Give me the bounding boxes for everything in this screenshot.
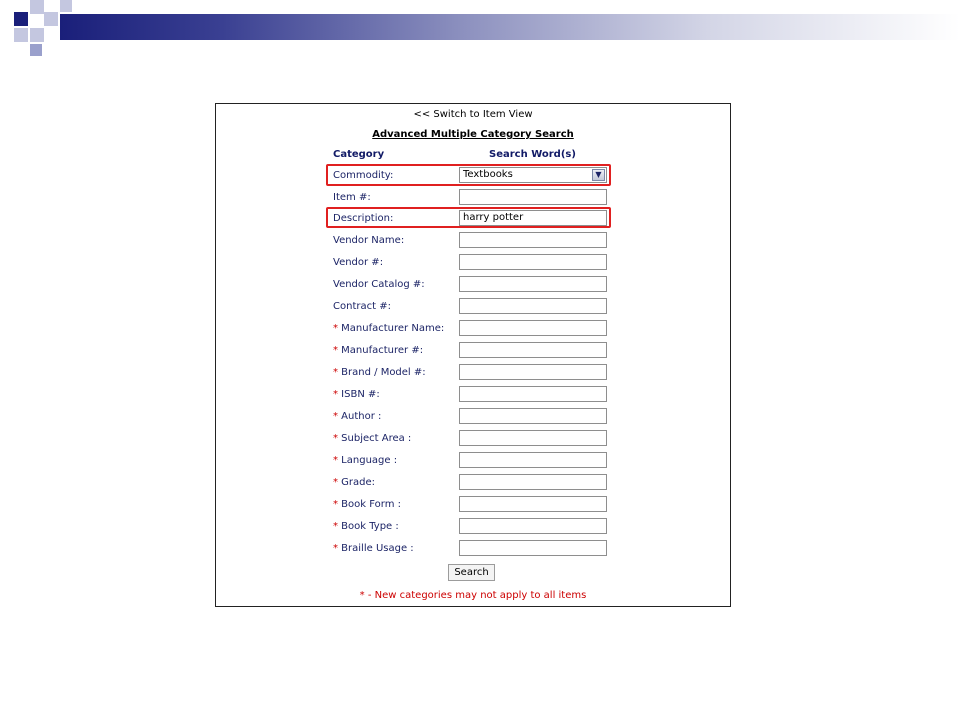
- contract-number-row: [333, 298, 613, 316]
- vendor-number-input[interactable]: [459, 254, 607, 270]
- language-input[interactable]: [459, 452, 607, 468]
- search-words-column-header: Search Word(s): [489, 149, 576, 160]
- manufacturer-number-row: [333, 342, 613, 360]
- braille-usage-label: * Braille Usage :: [333, 543, 414, 554]
- isbn-label: * ISBN #:: [333, 389, 380, 400]
- author-input[interactable]: [459, 408, 607, 424]
- commodity-selected-value: Textbooks: [463, 169, 513, 180]
- description-label: Description:: [333, 213, 394, 224]
- vendor-catalog-label: Vendor Catalog #:: [333, 279, 425, 290]
- subject-area-input[interactable]: [459, 430, 607, 446]
- author-row: [333, 408, 613, 426]
- language-row: [333, 452, 613, 470]
- category-column-header: Category: [333, 149, 385, 160]
- decor-square: [30, 44, 42, 56]
- item-number-input[interactable]: [459, 189, 607, 205]
- vendor-name-label: Vendor Name:: [333, 235, 405, 246]
- book-type-row: [333, 518, 613, 536]
- page-title: Advanced Multiple Category Search: [372, 129, 574, 140]
- isbn-row: [333, 386, 613, 404]
- book-type-input[interactable]: [459, 518, 607, 534]
- vendor-name-row: [333, 232, 613, 250]
- commodity-label: Commodity:: [333, 170, 394, 181]
- subject-area-row: [333, 430, 613, 448]
- decor-square: [14, 28, 28, 42]
- book-form-row: [333, 496, 613, 514]
- manufacturer-number-label: * Manufacturer #:: [333, 345, 424, 356]
- isbn-input[interactable]: [459, 386, 607, 402]
- decor-square: [30, 28, 44, 42]
- grade-row: [333, 474, 613, 492]
- vendor-number-label: Vendor #:: [333, 257, 384, 268]
- book-form-label: * Book Form :: [333, 499, 401, 510]
- brand-model-input[interactable]: [459, 364, 607, 380]
- description-highlight: [326, 207, 611, 228]
- vendor-catalog-input[interactable]: [459, 276, 607, 292]
- decor-square: [60, 0, 72, 12]
- braille-usage-row: [333, 540, 613, 558]
- description-input[interactable]: harry potter: [459, 210, 607, 226]
- manufacturer-number-input[interactable]: [459, 342, 607, 358]
- contract-number-input[interactable]: [459, 298, 607, 314]
- braille-usage-input[interactable]: [459, 540, 607, 556]
- chevron-down-icon[interactable]: ▼: [592, 169, 605, 181]
- decor-square: [30, 0, 44, 14]
- commodity-highlight: [326, 164, 611, 186]
- grade-input[interactable]: [459, 474, 607, 490]
- brand-model-row: [333, 364, 613, 382]
- brand-model-label: * Brand / Model #:: [333, 367, 426, 378]
- vendor-catalog-row: [333, 276, 613, 294]
- switch-to-item-view-link[interactable]: << Switch to Item View: [413, 109, 533, 120]
- header-gradient-band: [60, 14, 960, 40]
- author-label: * Author :: [333, 411, 382, 422]
- manufacturer-name-row: [333, 320, 613, 338]
- vendor-number-row: [333, 254, 613, 272]
- new-categories-footnote: * - New categories may not apply to all items: [359, 590, 587, 601]
- book-type-label: * Book Type :: [333, 521, 399, 532]
- contract-number-label: Contract #:: [333, 301, 391, 312]
- grade-label: * Grade:: [333, 477, 376, 488]
- search-panel: [215, 103, 731, 607]
- subject-area-label: * Subject Area :: [333, 433, 412, 444]
- manufacturer-name-input[interactable]: [459, 320, 607, 336]
- vendor-name-input[interactable]: [459, 232, 607, 248]
- decor-square: [14, 12, 28, 26]
- decor-square: [44, 12, 58, 26]
- language-label: * Language :: [333, 455, 398, 466]
- manufacturer-name-label: * Manufacturer Name:: [333, 323, 445, 334]
- book-form-input[interactable]: [459, 496, 607, 512]
- item-number-label: Item #:: [333, 192, 371, 203]
- item-number-row: [333, 189, 613, 207]
- search-button[interactable]: Search: [448, 564, 495, 581]
